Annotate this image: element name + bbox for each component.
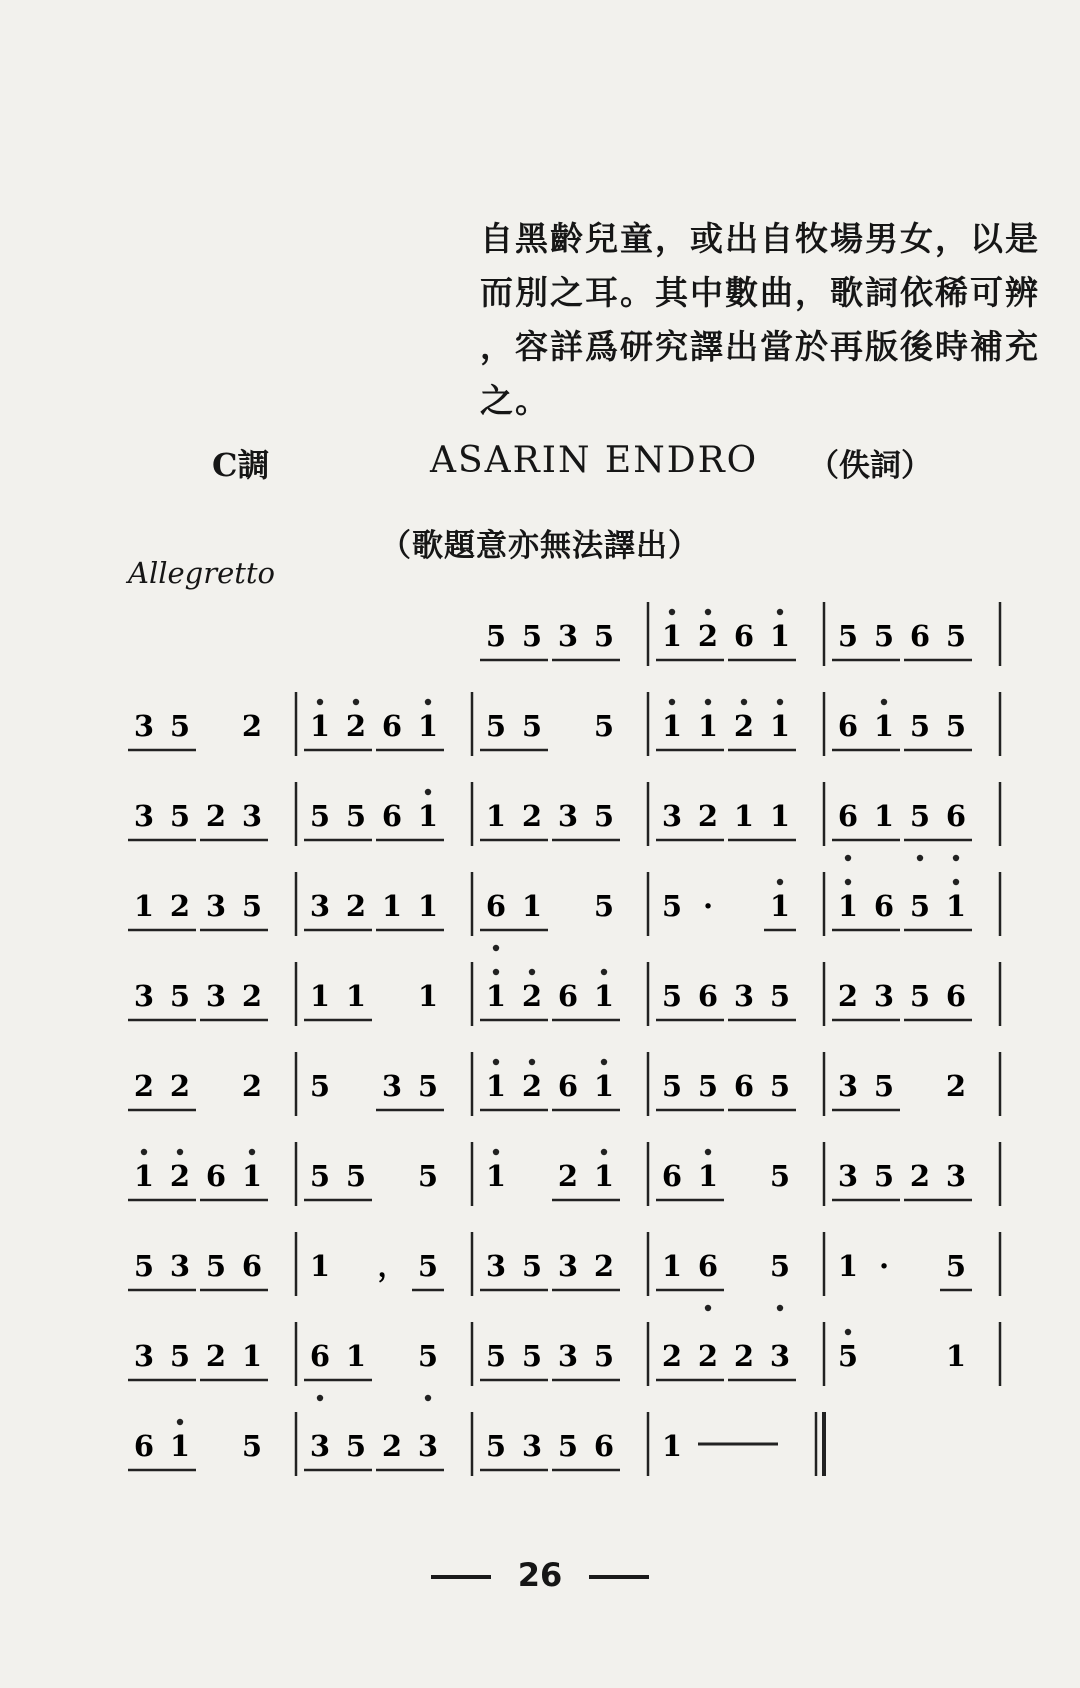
- note-digit: 5: [593, 619, 615, 653]
- note-digit: 1: [733, 799, 755, 833]
- note-digit: 1: [873, 799, 895, 833]
- note-digit: 1: [309, 979, 331, 1013]
- high-octave-dot: [177, 1149, 183, 1155]
- note-digit: 6: [557, 1069, 579, 1103]
- note-digit: 5: [593, 709, 615, 743]
- note-digit: 5: [309, 1069, 331, 1103]
- note-digit: 2: [345, 709, 367, 743]
- note-digit: 1: [769, 889, 791, 923]
- note-digit: 1: [345, 1339, 367, 1373]
- intro-line: 自黑齡兒童，或出自牧場男女，以是: [480, 219, 1040, 258]
- note-digit: 6: [381, 709, 403, 743]
- high-octave-dot: [669, 699, 675, 705]
- note-digit: 6: [733, 619, 755, 653]
- note-digit: 5: [557, 1429, 579, 1463]
- low-octave-dot: [705, 1305, 711, 1311]
- low-octave-dot: [777, 1305, 783, 1311]
- high-octave-dot: [777, 879, 783, 885]
- note-digit: 2: [241, 1069, 263, 1103]
- note-digit: 2: [169, 889, 191, 923]
- note-digit: 3: [309, 1429, 331, 1463]
- note-digit: 1: [661, 709, 683, 743]
- note-digit: 1: [485, 1159, 507, 1193]
- note-digit: 1: [241, 1159, 263, 1193]
- note-digit: 1: [593, 1159, 615, 1193]
- note-digit: 3: [205, 889, 227, 923]
- note-digit: 2: [241, 709, 263, 743]
- note-digit: 1: [485, 979, 507, 1013]
- note-digit: 2: [205, 1339, 227, 1373]
- note-digit: 2: [381, 1429, 403, 1463]
- note-digit: 5: [909, 799, 931, 833]
- note-digit: 5: [697, 1069, 719, 1103]
- high-octave-dot: [705, 699, 711, 705]
- lyric-note: （佚詞）: [808, 448, 932, 484]
- note-digit: 2: [837, 979, 859, 1013]
- note-digit: 6: [381, 799, 403, 833]
- tempo-marking: Allegretto: [128, 556, 276, 590]
- note-digit: 5: [945, 709, 967, 743]
- note-digit: 1: [417, 799, 439, 833]
- high-octave-dot: [669, 609, 675, 615]
- note-digit: 1: [133, 889, 155, 923]
- dot-augmentation: ·: [702, 889, 714, 923]
- note-digit: 3: [133, 1339, 155, 1373]
- note-digit: 5: [661, 979, 683, 1013]
- note-digit: 2: [661, 1339, 683, 1373]
- note-digit: 5: [909, 979, 931, 1013]
- note-digit: 2: [557, 1159, 579, 1193]
- low-octave-dot: [953, 855, 959, 861]
- note-digit: 1: [485, 799, 507, 833]
- note-digit: 1: [169, 1429, 191, 1463]
- note-digit: 3: [837, 1159, 859, 1193]
- note-digit: 2: [521, 1069, 543, 1103]
- note-digit: 5: [873, 1069, 895, 1103]
- note-digit: 5: [205, 1249, 227, 1283]
- note-digit: 5: [661, 889, 683, 923]
- high-octave-dot: [353, 699, 359, 705]
- note-digit: 5: [873, 1159, 895, 1193]
- note-digit: 2: [205, 799, 227, 833]
- note-digit: 2: [241, 979, 263, 1013]
- note-digit: 3: [837, 1069, 859, 1103]
- note-digit: 1: [417, 979, 439, 1013]
- note-digit: 1: [241, 1339, 263, 1373]
- note-digit: 5: [769, 979, 791, 1013]
- dot-augmentation: ·: [878, 1249, 890, 1283]
- note-digit: 6: [661, 1159, 683, 1193]
- song-key: C調: [212, 446, 270, 484]
- page-number-value: 26: [517, 1556, 563, 1594]
- note-digit: 6: [837, 709, 859, 743]
- note-digit: 5: [945, 1249, 967, 1283]
- note-digit: 6: [593, 1429, 615, 1463]
- note-digit: 2: [697, 619, 719, 653]
- note-digit: 6: [697, 1249, 719, 1283]
- intro-line: 而別之耳。其中數曲，歌詞依稀可辨: [480, 273, 1040, 312]
- note-digit: 6: [241, 1249, 263, 1283]
- note-digit: 5: [769, 1069, 791, 1103]
- note-digit: 6: [945, 979, 967, 1013]
- note-digit: 5: [241, 889, 263, 923]
- note-digit: 1: [661, 1429, 683, 1463]
- note-digit: 1: [661, 1249, 683, 1283]
- note-digit: 6: [873, 889, 895, 923]
- note-digit: 5: [945, 619, 967, 653]
- note-digit: 5: [485, 709, 507, 743]
- note-digit: 1: [697, 1159, 719, 1193]
- note-digit: 5: [593, 799, 615, 833]
- note-digit: 6: [309, 1339, 331, 1373]
- intro-line: 之。: [480, 381, 550, 420]
- note-digit: 5: [485, 619, 507, 653]
- note-digit: 3: [873, 979, 895, 1013]
- note-digit: 3: [521, 1429, 543, 1463]
- high-octave-dot: [177, 1419, 183, 1425]
- high-octave-dot: [425, 789, 431, 795]
- note-digit: 1: [837, 1249, 859, 1283]
- note-digit: 5: [769, 1249, 791, 1283]
- note-digit: 5: [309, 1159, 331, 1193]
- note-digit: 5: [417, 1339, 439, 1373]
- note-digit: 5: [169, 709, 191, 743]
- note-digit: 6: [557, 979, 579, 1013]
- note-digit: 1: [661, 619, 683, 653]
- high-octave-dot: [141, 1149, 147, 1155]
- note-digit: 1: [945, 889, 967, 923]
- note-digit: 3: [485, 1249, 507, 1283]
- note-digit: 3: [769, 1339, 791, 1373]
- note-digit: 3: [557, 1249, 579, 1283]
- high-octave-dot: [777, 699, 783, 705]
- note-digit: 5: [909, 709, 931, 743]
- high-octave-dot: [881, 699, 887, 705]
- note-digit: 6: [133, 1429, 155, 1463]
- high-octave-dot: [705, 1149, 711, 1155]
- note-digit: 5: [769, 1159, 791, 1193]
- note-digit: 5: [837, 619, 859, 653]
- note-digit: 3: [381, 1069, 403, 1103]
- note-digit: 5: [521, 619, 543, 653]
- note-digit: 5: [345, 1159, 367, 1193]
- note-digit: 2: [169, 1159, 191, 1193]
- high-octave-dot: [777, 609, 783, 615]
- note-digit: 5: [593, 1339, 615, 1373]
- page-number-dash-left: [431, 1575, 491, 1579]
- note-digit: 5: [345, 799, 367, 833]
- note-digit: 6: [485, 889, 507, 923]
- note-digit: 2: [733, 709, 755, 743]
- note-digit: 2: [345, 889, 367, 923]
- note-digit: 6: [697, 979, 719, 1013]
- note-digit: 3: [309, 889, 331, 923]
- high-octave-dot: [317, 699, 323, 705]
- note-digit: 3: [661, 799, 683, 833]
- note-digit: 2: [593, 1249, 615, 1283]
- high-octave-dot: [845, 879, 851, 885]
- note-digit: 5: [169, 799, 191, 833]
- song-subtitle: （歌題意亦無法譯出）: [380, 528, 700, 564]
- note-digit: 5: [417, 1159, 439, 1193]
- note-digit: 5: [837, 1339, 859, 1373]
- note-digit: 1: [485, 1069, 507, 1103]
- note-digit: 2: [945, 1069, 967, 1103]
- note-digit: 1: [381, 889, 403, 923]
- note-digit: 1: [769, 709, 791, 743]
- note-digit: 1: [873, 709, 895, 743]
- note-digit: 3: [557, 619, 579, 653]
- note-digit: 1: [837, 889, 859, 923]
- breath-mark: ，: [377, 1249, 407, 1283]
- note-digit: 1: [593, 1069, 615, 1103]
- note-digit: 5: [241, 1429, 263, 1463]
- note-digit: 6: [205, 1159, 227, 1193]
- note-digit: 5: [169, 979, 191, 1013]
- note-digit: 6: [909, 619, 931, 653]
- high-octave-dot: [425, 699, 431, 705]
- note-digit: 1: [133, 1159, 155, 1193]
- high-octave-dot: [741, 699, 747, 705]
- note-digit: 3: [133, 799, 155, 833]
- note-digit: 5: [485, 1339, 507, 1373]
- high-octave-dot: [601, 1059, 607, 1065]
- note-digit: 1: [309, 1249, 331, 1283]
- note-digit: 3: [945, 1159, 967, 1193]
- note-digit: 5: [345, 1429, 367, 1463]
- note-digit: 1: [521, 889, 543, 923]
- note-digit: 5: [169, 1339, 191, 1373]
- low-octave-dot: [917, 855, 923, 861]
- note-digit: 1: [769, 799, 791, 833]
- note-digit: 2: [169, 1069, 191, 1103]
- song-title: ASARIN ENDRO: [430, 440, 759, 481]
- note-digit: 1: [769, 619, 791, 653]
- note-digit: 5: [133, 1249, 155, 1283]
- low-octave-dot: [425, 1395, 431, 1401]
- note-digit: 1: [309, 709, 331, 743]
- note-digit: 5: [909, 889, 931, 923]
- high-octave-dot: [705, 609, 711, 615]
- note-digit: 3: [205, 979, 227, 1013]
- note-digit: 2: [697, 799, 719, 833]
- page-number: [0, 1556, 1080, 1594]
- note-digit: 6: [733, 1069, 755, 1103]
- high-octave-dot: [601, 1149, 607, 1155]
- note-digit: 2: [733, 1339, 755, 1373]
- high-octave-dot: [845, 1329, 851, 1335]
- note-digit: 3: [133, 979, 155, 1013]
- high-octave-dot: [493, 1149, 499, 1155]
- high-octave-dot: [249, 1149, 255, 1155]
- note-digit: 1: [417, 709, 439, 743]
- page-number-dash-right: [589, 1575, 649, 1579]
- note-digit: 5: [417, 1069, 439, 1103]
- note-digit: 3: [557, 799, 579, 833]
- note-digit: 1: [345, 979, 367, 1013]
- note-digit: 5: [485, 1429, 507, 1463]
- note-digit: 2: [521, 799, 543, 833]
- high-octave-dot: [529, 1059, 535, 1065]
- low-octave-dot: [845, 855, 851, 861]
- note-digit: 1: [697, 709, 719, 743]
- note-digit: 5: [661, 1069, 683, 1103]
- note-digit: 6: [837, 799, 859, 833]
- note-digit: 2: [697, 1339, 719, 1373]
- high-octave-dot: [953, 879, 959, 885]
- note-digit: 3: [417, 1429, 439, 1463]
- note-digit: 3: [733, 979, 755, 1013]
- note-digit: 5: [593, 889, 615, 923]
- note-digit: 5: [521, 1249, 543, 1283]
- note-digit: 1: [945, 1339, 967, 1373]
- note-digit: 5: [521, 1339, 543, 1373]
- high-octave-dot: [601, 969, 607, 975]
- note-digit: 5: [417, 1249, 439, 1283]
- high-octave-dot: [493, 1059, 499, 1065]
- note-digit: 5: [521, 709, 543, 743]
- note-digit: 2: [521, 979, 543, 1013]
- low-octave-dot: [317, 1395, 323, 1401]
- note-digit: 2: [909, 1159, 931, 1193]
- note-digit: 3: [241, 799, 263, 833]
- note-digit: 3: [557, 1339, 579, 1373]
- note-digit: 3: [169, 1249, 191, 1283]
- note-digit: 1: [593, 979, 615, 1013]
- low-octave-dot: [493, 945, 499, 951]
- high-octave-dot: [493, 969, 499, 975]
- note-digit: 2: [133, 1069, 155, 1103]
- note-digit: 1: [417, 889, 439, 923]
- note-digit: 5: [873, 619, 895, 653]
- note-digit: 6: [945, 799, 967, 833]
- intro-line: ，容詳爲研究譯出當於再版後時補充: [480, 327, 1040, 366]
- note-digit: 3: [133, 709, 155, 743]
- high-octave-dot: [529, 969, 535, 975]
- note-digit: 5: [309, 799, 331, 833]
